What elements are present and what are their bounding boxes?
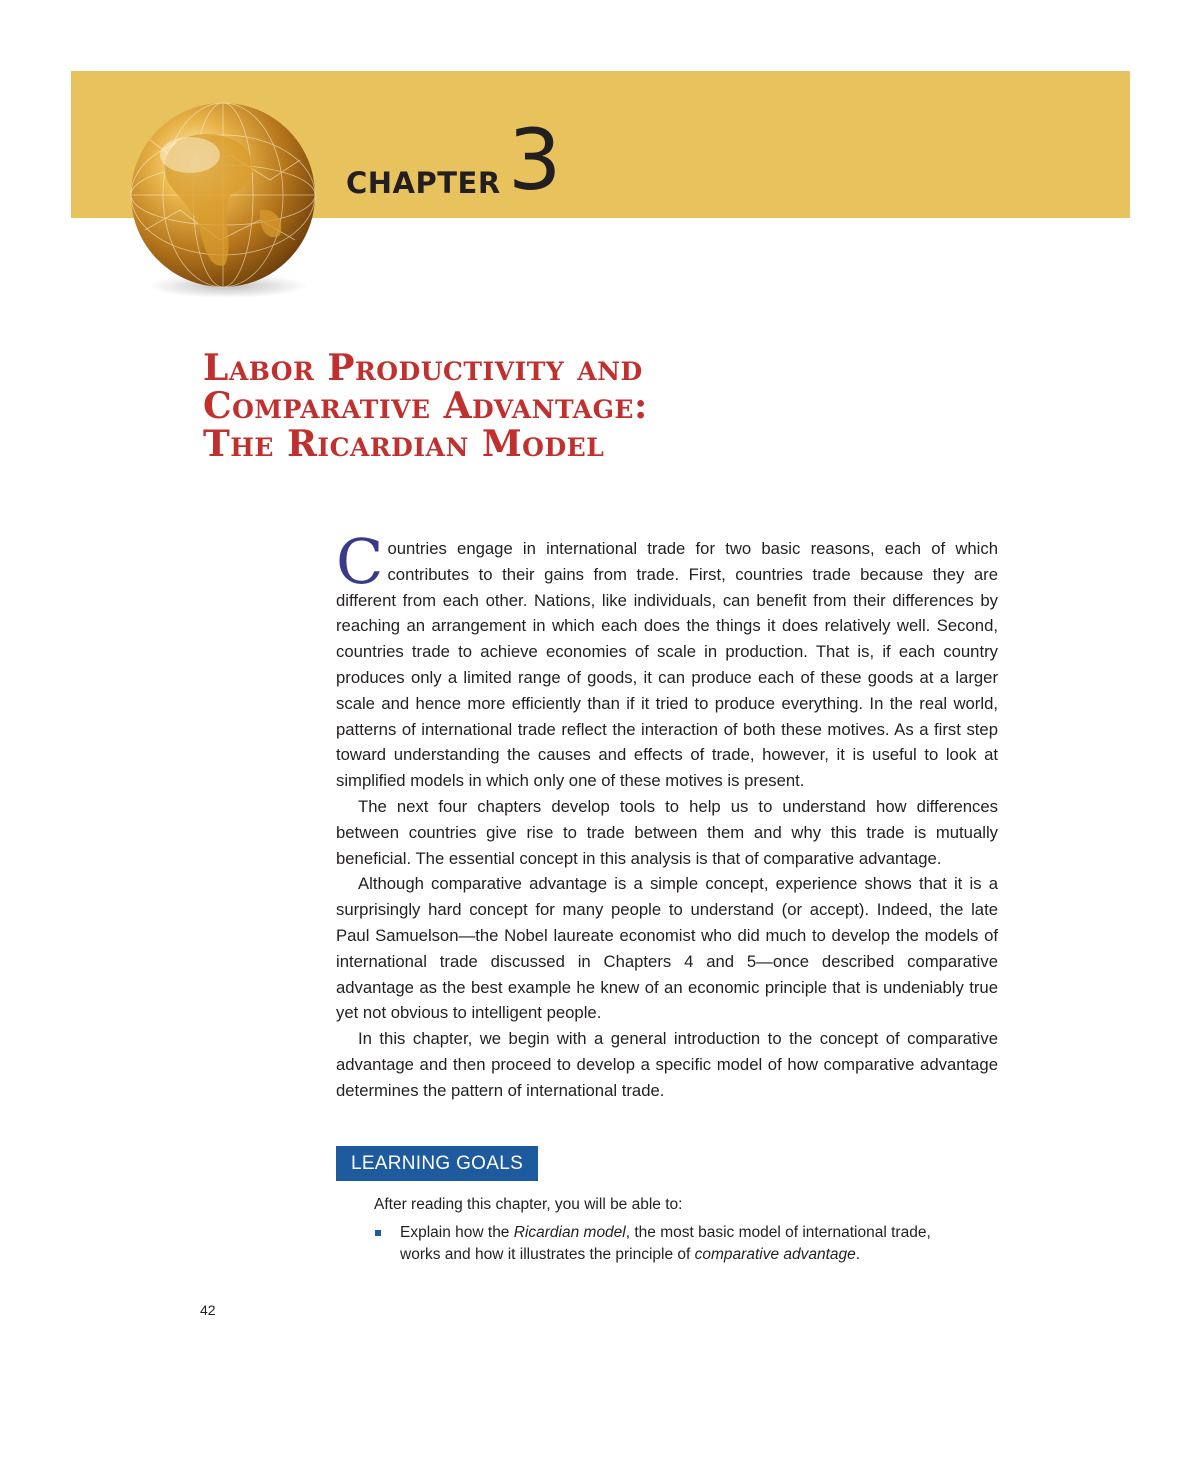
goal-text-part: , the most basic model of international trade, works and how it illustrates the principle of (400, 1224, 931, 1263)
goal-emphasis-comparative: comparative advantage (694, 1246, 856, 1263)
golden-globe-icon (110, 100, 336, 300)
chapter-title (203, 347, 1003, 465)
chapter-number: 3 (508, 111, 562, 209)
goal-text-part: Explain how the (400, 1224, 514, 1241)
paragraph-4: In this chapter, we begin with a general introduction to the concept of comparative advantage and then proceed to develop a specific model of how comparative advantage determines the pattern of international trade. (336, 1029, 998, 1100)
paragraph-1-text: ountries engage in international trade for two basic reasons, each of which contributes to their gains from trade. First, countries trade because they are different from each other. Nations, like individuals, can benefit from their differences by reaching an arrangement in which each does the things it does relatively well. Second, countries trade to achieve economies of scale in production. That is, if each country produces only a limited range of goods, it can produce each of these goods at a larger scale and hence more efficiently than if it tried to produce everything. In the real world, patterns of international trade reflect the interaction of both these motives. As a first step toward understanding the causes and effects of trade, however, it is useful to look at simplified models in which only one of these motives is present. (336, 539, 998, 791)
title-line-1: Labor Productivity and (203, 347, 643, 389)
square-bullet-icon (375, 1230, 381, 1236)
goal-emphasis-ricardian: Ricardian model (513, 1224, 626, 1241)
drop-cap: C (336, 525, 384, 598)
learning-goals-intro: After reading this chapter, you will be able to: (374, 1196, 683, 1213)
learning-goal-text (400, 1222, 975, 1266)
paragraph-3: Although comparative advantage is a simple concept, experience shows that it is a surprisingly hard concept for many people to understand (or accept). Indeed, the late Paul Samuelson—the Nobel laureate economist who did much to develop the models of international trade discussed in Chapters 4 and 5—once described comparative advantage as the best example he knew of an economic principle that is undeniably true yet not obvious to intelligent people. (336, 874, 998, 1023)
chapter-intro-text (336, 525, 998, 1104)
learning-goal-item (375, 1222, 975, 1266)
page-number: 42 (200, 1302, 216, 1318)
paragraph-1 (336, 525, 998, 794)
learning-goals-badge: LEARNING GOALS (336, 1146, 538, 1181)
paragraph-2: The next four chapters develop tools to help us to understand how differences between countries give rise to trade between them and why this trade is mutually beneficial. The essential concept in this analysis is that of comparative advantage. (336, 796, 998, 868)
title-line-3: The Ricardian Model (203, 422, 605, 465)
goal-text-part: . (855, 1246, 861, 1263)
title-line-2: Comparative Advantage: (203, 384, 648, 427)
chapter-label: CHAPTER (346, 166, 501, 200)
